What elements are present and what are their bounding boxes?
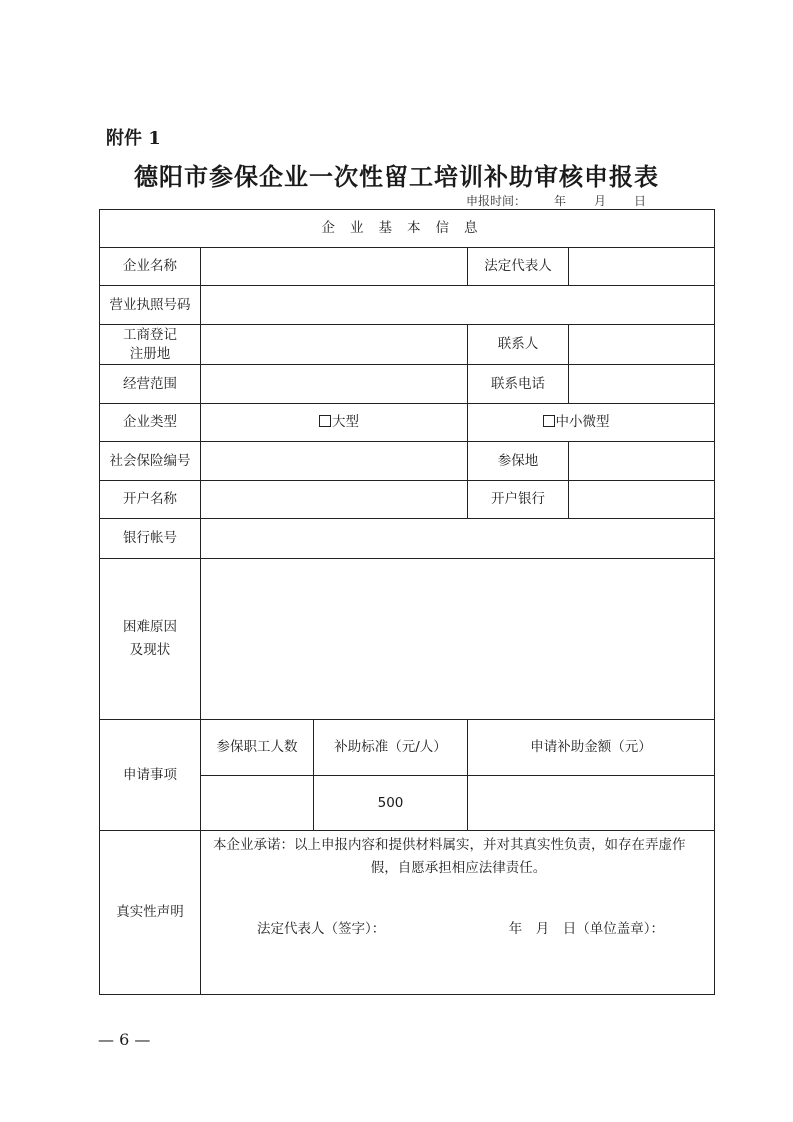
type-small-label: 中小微型 (555, 414, 610, 431)
page-title: 德阳市参保企业一次性留工培训补助审核申报表 (134, 162, 659, 191)
difficulty-field[interactable] (201, 559, 715, 720)
report-date-label: 申报时间： (466, 194, 527, 208)
declaration-content (201, 831, 715, 995)
scope-field[interactable] (201, 365, 468, 404)
bank-field[interactable] (569, 481, 715, 519)
insured-place-field[interactable] (569, 442, 715, 481)
license-no-label: 营业执照号码 (100, 286, 201, 325)
attachment-label: 附件 1 (106, 128, 161, 149)
report-date-month: 月 (594, 194, 607, 208)
workers-col-header: 参保职工人数 (201, 720, 314, 776)
scope-label: 经营范围 (100, 365, 201, 404)
account-no-field[interactable] (201, 519, 715, 559)
declaration-text: 本企业承诺：以上申报内容和提供材料属实，并对其真实性负责，如存在弄虚作 (213, 837, 686, 853)
contact-label: 联系人 (468, 325, 569, 365)
type-large-option[interactable] (201, 404, 468, 442)
contact-field[interactable] (569, 325, 715, 365)
ss-no-field[interactable] (201, 442, 468, 481)
standard-col-header: 补助标准（元/人） (314, 720, 468, 776)
phone-field[interactable] (569, 365, 715, 404)
section-header: 企业基本信息 (100, 210, 715, 248)
page-number: — 6 — (98, 1030, 151, 1049)
reg-addr-field[interactable] (201, 325, 468, 365)
amount-col-header: 申请补助金额（元） (468, 720, 715, 776)
account-name-field[interactable] (201, 481, 468, 519)
phone-label: 联系电话 (468, 365, 569, 404)
application-label: 申请事项 (100, 720, 201, 831)
account-no-label: 银行帐号 (100, 519, 201, 559)
difficulty-label: 困难原因及现状 (100, 559, 201, 720)
bank-label: 开户银行 (468, 481, 569, 519)
type-small-checkbox[interactable] (543, 415, 555, 427)
type-large-label: 大型 (332, 414, 359, 431)
signature-row (213, 919, 704, 939)
report-date (466, 192, 646, 209)
legal-rep-field[interactable] (569, 248, 715, 286)
seal-label: 年 月 日（单位盖章）： (508, 921, 665, 937)
type-large-checkbox[interactable] (319, 415, 331, 427)
standard-value: 500 (314, 776, 468, 831)
signature-label: 法定代表人（签字）： (257, 921, 386, 937)
declaration-label: 真实性声明 (100, 831, 201, 995)
type-label: 企业类型 (100, 404, 201, 442)
ss-no-label: 社会保险编号 (100, 442, 201, 481)
declaration-text-2: 假，自愿承担相应法律责任。 (370, 860, 547, 876)
legal-rep-label: 法定代表人 (468, 248, 569, 286)
amount-field[interactable] (468, 776, 715, 831)
company-name-field[interactable] (201, 248, 468, 286)
reg-addr-label: 工商登记注册地 (100, 325, 201, 365)
application-form (99, 209, 715, 995)
type-small-option[interactable] (468, 404, 715, 442)
report-date-day: 日 (634, 194, 647, 208)
insured-place-label: 参保地 (468, 442, 569, 481)
company-name-label: 企业名称 (100, 248, 201, 286)
license-no-field[interactable] (201, 286, 715, 325)
report-date-year: 年 (554, 194, 567, 208)
account-name-label: 开户名称 (100, 481, 201, 519)
workers-field[interactable] (201, 776, 314, 831)
